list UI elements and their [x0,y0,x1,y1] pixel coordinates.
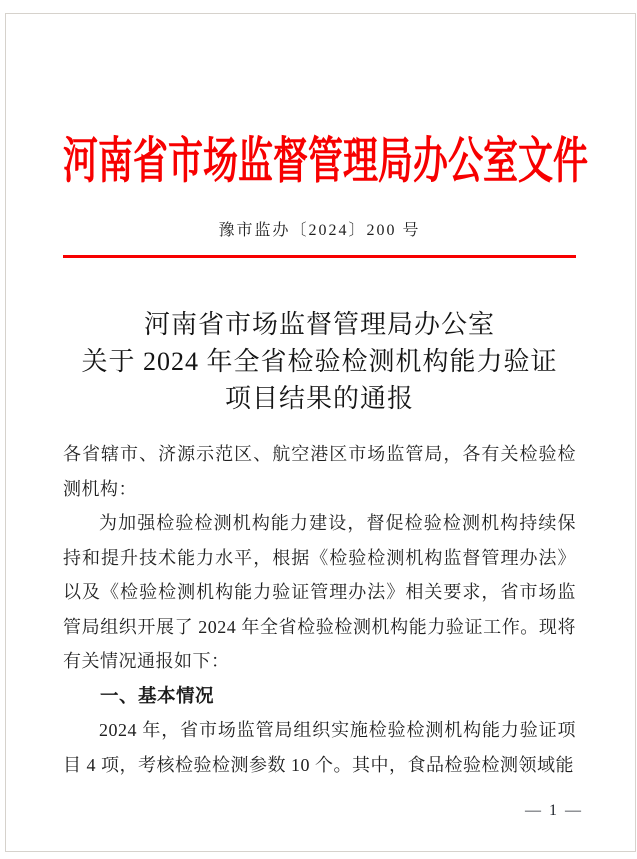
document-body [63,437,576,782]
issuing-authority-masthead: 河南省市场监督管理局办公室文件 [63,133,589,189]
paragraph-introduction: 为加强检验检测机构能力建设，督促检验检测机构持续保持和提升技术能力水平，根据《检验检测机构监督管理办法》以及《检验检测机构能力验证管理办法》相关要求，省市场监管局组织开展了 2024 年全省检验检测机构能力验证工作。现将有关情况通报如下： [63,513,576,671]
red-divider-line [63,255,576,258]
title-line-2: 关于 2024 年全省检验检测机构能力验证 [81,347,558,376]
title-line-1: 河南省市场监督管理局办公室 [143,310,495,339]
section-heading-basic-situation: 一、基本情况 [100,684,215,706]
title-line-3: 项目结果的通报 [224,384,414,413]
salutation: 各省辖市、济源示范区、航空港区市场监管局，各有关检验检测机构： [63,444,576,499]
page-number: — 1 — [525,802,583,819]
red-header [63,130,589,194]
document-number: 豫市监办〔2024〕200 号 [218,222,421,239]
paragraph-basic-situation: 2024 年，省市场监管局组织实施检验检测机构能力验证项目 4 项，考核检验检测参数 10 个。其中，食品检验检测领域能 [63,720,576,775]
document-page [5,13,636,852]
document-title [63,306,576,417]
page-content [6,130,635,782]
